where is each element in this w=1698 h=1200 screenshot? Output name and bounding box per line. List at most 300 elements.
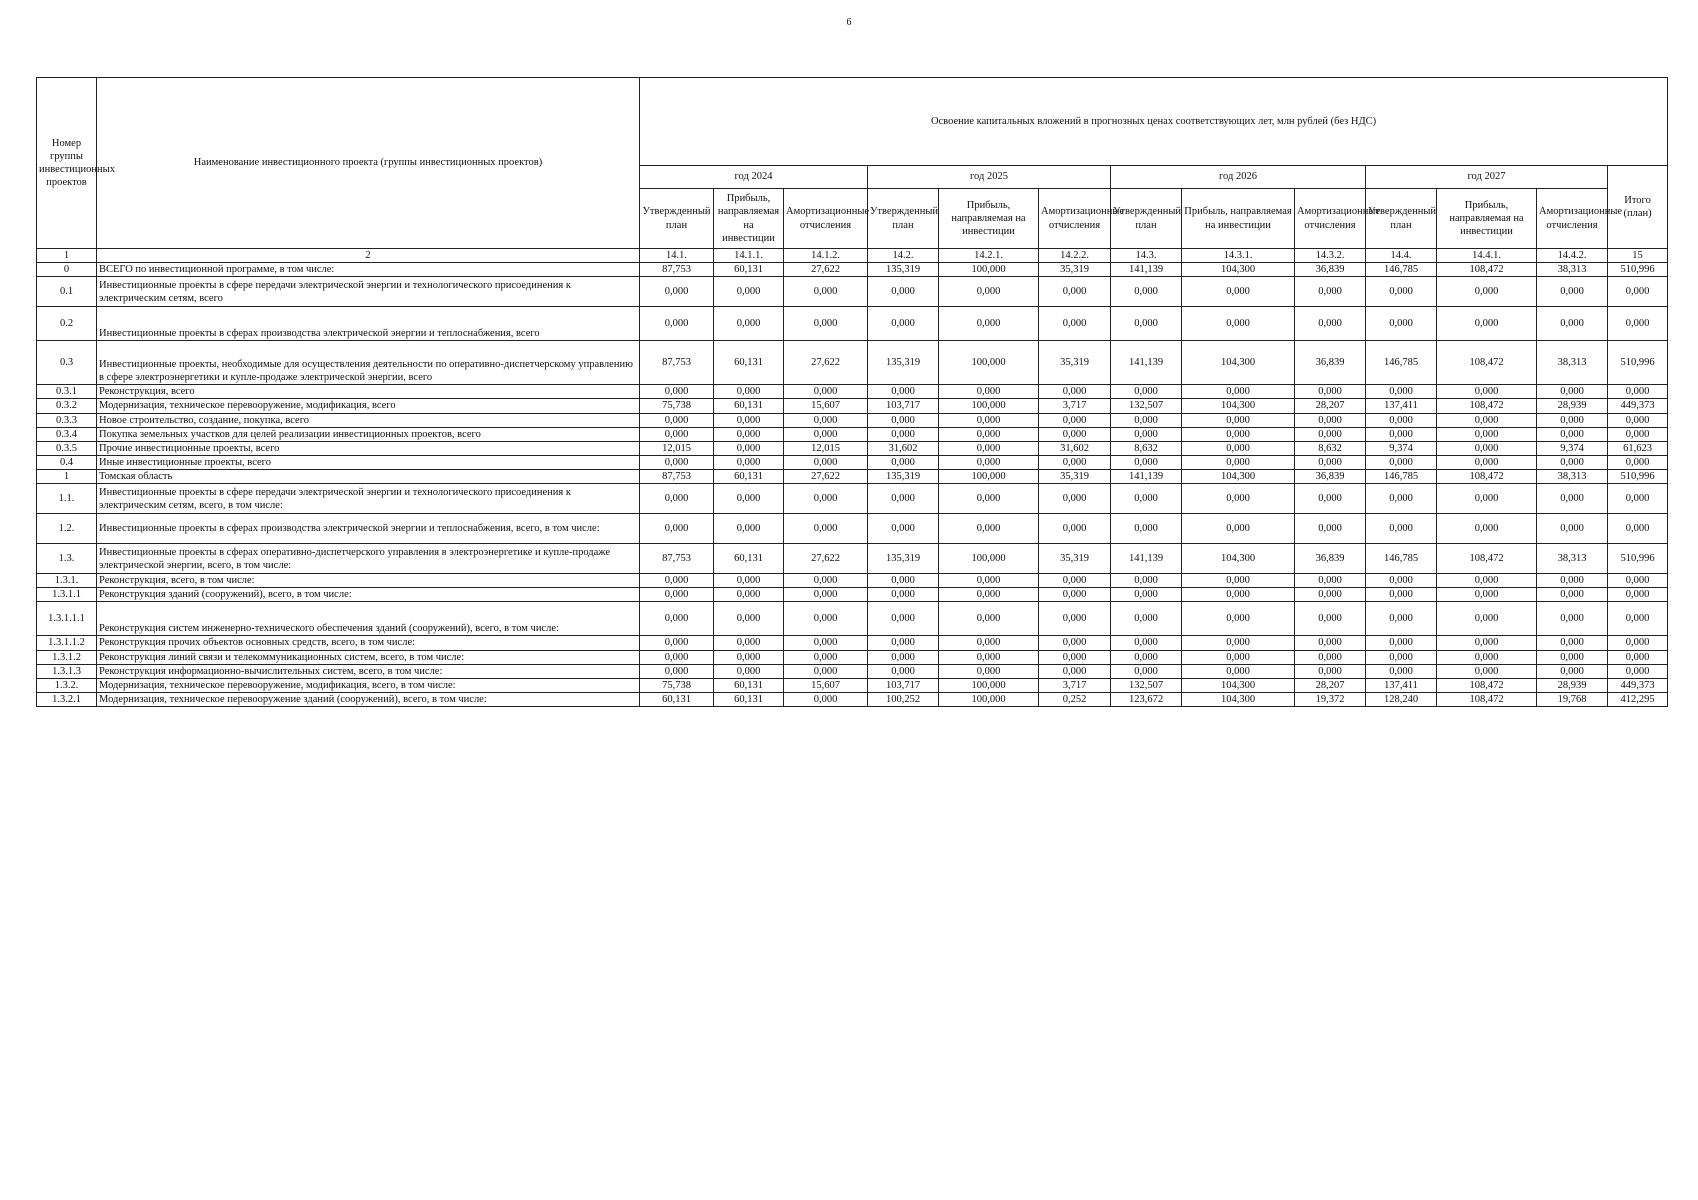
row-value: 8,632	[1295, 441, 1366, 455]
row-value: 135,319	[868, 544, 939, 574]
row-value: 0,000	[1039, 385, 1111, 399]
row-value: 28,207	[1295, 678, 1366, 692]
row-value: 0,000	[784, 664, 868, 678]
row-value: 28,939	[1537, 678, 1608, 692]
row-number: 0.3.3	[37, 413, 97, 427]
row-project-name: Модернизация, техническое перевооружение, модификация, всего, в том числе:	[97, 678, 640, 692]
header-approved-plan: Утвержденный план	[1366, 189, 1437, 249]
header-depreciation: Амортизационные отчисления	[1039, 189, 1111, 249]
row-value: 0,000	[714, 277, 784, 307]
column-index-cell: 14.3.1.	[1182, 249, 1295, 263]
row-project-name: Инвестиционные проекты в сферах оперативно-диспетчерского управления в электроэнергетике и купле-продаже электрической энергии, всего, в том числе:	[97, 544, 640, 574]
row-number: 1.3.2.1	[37, 692, 97, 706]
row-project-name: Иные инвестиционные проекты, всего	[97, 455, 640, 469]
row-value: 0,000	[714, 307, 784, 341]
row-value: 100,000	[939, 399, 1039, 413]
row-number: 1.3.1.1	[37, 588, 97, 602]
row-value: 0,000	[1182, 484, 1295, 514]
row-value: 0,000	[1111, 484, 1182, 514]
row-value: 0,000	[868, 427, 939, 441]
row-value: 0,000	[939, 385, 1039, 399]
row-value: 104,300	[1182, 678, 1295, 692]
row-value: 0,000	[1182, 602, 1295, 636]
row-number: 1.3.1.	[37, 574, 97, 588]
row-value: 60,131	[714, 544, 784, 574]
row-value: 38,313	[1537, 341, 1608, 385]
row-project-name: Томская область	[97, 470, 640, 484]
row-project-name: Инвестиционные проекты в сферах производства электрической энергии и теплоснабжения, всего, в том числе:	[97, 514, 640, 544]
row-value: 0,000	[868, 602, 939, 636]
header-project-name: Наименование инвестиционного проекта (группы инвестиционных проектов)	[97, 78, 640, 249]
row-project-name: Прочие инвестиционные проекты, всего	[97, 441, 640, 455]
row-value: 0,000	[1295, 602, 1366, 636]
row-value: 0,000	[868, 455, 939, 469]
column-index-cell: 14.1.	[640, 249, 714, 263]
row-total-value: 0,000	[1608, 413, 1668, 427]
row-value: 12,015	[784, 441, 868, 455]
row-value: 0,000	[1182, 650, 1295, 664]
row-value: 0,000	[1537, 307, 1608, 341]
header-year-2024: год 2024	[640, 166, 868, 189]
table-row	[37, 664, 1668, 678]
row-value: 0,000	[868, 650, 939, 664]
row-value: 0,000	[1039, 602, 1111, 636]
row-value: 60,131	[714, 263, 784, 277]
row-project-name: Реконструкция, всего	[97, 385, 640, 399]
table-row	[37, 514, 1668, 544]
row-value: 100,000	[939, 544, 1039, 574]
row-value: 0,000	[1182, 588, 1295, 602]
row-value: 0,000	[1039, 427, 1111, 441]
row-value: 104,300	[1182, 470, 1295, 484]
row-value: 0,000	[1537, 413, 1608, 427]
row-value: 0,000	[1039, 574, 1111, 588]
row-value: 146,785	[1366, 470, 1437, 484]
row-value: 27,622	[784, 263, 868, 277]
table-row	[37, 385, 1668, 399]
row-value: 0,000	[714, 484, 784, 514]
row-value: 0,000	[939, 441, 1039, 455]
row-value: 0,000	[640, 484, 714, 514]
header-profit-to-investment: Прибыль, направляемая на инвестиции	[939, 189, 1039, 249]
row-value: 87,753	[640, 263, 714, 277]
row-value: 0,000	[868, 664, 939, 678]
row-value: 0,000	[939, 514, 1039, 544]
row-project-name: Реконструкция линий связи и телекоммуникационных систем, всего, в том числе:	[97, 650, 640, 664]
header-depreciation: Амортизационные отчисления	[784, 189, 868, 249]
row-value: 0,000	[1182, 455, 1295, 469]
row-number: 0.3.4	[37, 427, 97, 441]
row-value: 108,472	[1437, 692, 1537, 706]
row-value: 0,000	[868, 385, 939, 399]
row-project-name: Реконструкция зданий (сооружений), всего, в том числе:	[97, 588, 640, 602]
row-value: 0,000	[714, 664, 784, 678]
header-total-plan: Итого (план)	[1608, 166, 1668, 249]
row-value: 141,139	[1111, 263, 1182, 277]
row-value: 0,000	[1295, 277, 1366, 307]
row-value: 60,131	[714, 341, 784, 385]
row-value: 0,000	[784, 692, 868, 706]
row-value: 0,000	[1537, 514, 1608, 544]
row-value: 31,602	[1039, 441, 1111, 455]
row-value: 0,000	[784, 413, 868, 427]
row-value: 103,717	[868, 399, 939, 413]
row-project-name: Реконструкция информационно-вычислительных систем, всего, в том числе:	[97, 664, 640, 678]
row-value: 0,000	[1295, 588, 1366, 602]
row-value: 0,000	[1437, 427, 1537, 441]
row-value: 0,000	[939, 664, 1039, 678]
header-year-2026: год 2026	[1111, 166, 1366, 189]
row-total-value: 0,000	[1608, 514, 1668, 544]
row-total-value: 510,996	[1608, 470, 1668, 484]
row-value: 0,000	[939, 427, 1039, 441]
row-number: 1.3.2.	[37, 678, 97, 692]
row-value: 0,000	[1537, 636, 1608, 650]
column-index-cell: 15	[1608, 249, 1668, 263]
row-value: 0,000	[1437, 441, 1537, 455]
row-value: 0,000	[1295, 385, 1366, 399]
row-value: 60,131	[714, 470, 784, 484]
row-value: 0,000	[1537, 484, 1608, 514]
row-value: 0,000	[1111, 427, 1182, 441]
row-value: 0,000	[714, 455, 784, 469]
row-total-value: 510,996	[1608, 341, 1668, 385]
row-value: 137,411	[1366, 678, 1437, 692]
row-value: 0,000	[784, 650, 868, 664]
row-value: 100,000	[939, 692, 1039, 706]
row-value: 35,319	[1039, 263, 1111, 277]
table-row	[37, 341, 1668, 385]
row-value: 0,000	[714, 650, 784, 664]
row-value: 0,000	[1295, 636, 1366, 650]
row-project-name: Новое строительство, создание, покупка, всего	[97, 413, 640, 427]
table-row	[37, 574, 1668, 588]
column-index-cell: 14.1.2.	[784, 249, 868, 263]
row-value: 0,000	[868, 574, 939, 588]
row-total-value: 510,996	[1608, 263, 1668, 277]
table-row	[37, 441, 1668, 455]
row-project-name: Модернизация, техническое перевооружение, модификация, всего	[97, 399, 640, 413]
row-value: 0,000	[1295, 650, 1366, 664]
row-value: 0,000	[640, 413, 714, 427]
row-value: 0,000	[784, 602, 868, 636]
table-row	[37, 602, 1668, 636]
row-value: 0,000	[1182, 441, 1295, 455]
row-value: 0,000	[1182, 427, 1295, 441]
row-value: 0,000	[784, 484, 868, 514]
row-project-name: Инвестиционные проекты, необходимые для осуществления деятельности по оперативно-диспетчерскому управлению в сфере электроэнергетики и купле-продаже электрической энергии, всего	[97, 341, 640, 385]
row-value: 0,000	[1537, 650, 1608, 664]
row-value: 0,000	[1437, 636, 1537, 650]
row-value: 146,785	[1366, 263, 1437, 277]
row-number: 0.1	[37, 277, 97, 307]
row-value: 0,000	[1295, 664, 1366, 678]
row-value: 27,622	[784, 341, 868, 385]
row-value: 0,000	[1437, 277, 1537, 307]
row-value: 0,000	[1366, 307, 1437, 341]
row-value: 100,000	[939, 263, 1039, 277]
row-total-value: 0,000	[1608, 650, 1668, 664]
header-approved-plan: Утвержденный план	[1111, 189, 1182, 249]
row-value: 87,753	[640, 470, 714, 484]
row-number: 0.3.5	[37, 441, 97, 455]
header-approved-plan: Утвержденный план	[640, 189, 714, 249]
row-value: 0,000	[1111, 574, 1182, 588]
header-profit-to-investment: Прибыль, направляемая на инвестиции	[1182, 189, 1295, 249]
row-value: 0,000	[1437, 413, 1537, 427]
row-value: 0,000	[714, 441, 784, 455]
row-value: 60,131	[640, 692, 714, 706]
row-value: 0,000	[1366, 588, 1437, 602]
row-value: 0,000	[1295, 574, 1366, 588]
header-profit-to-investment: Прибыль, направляемая на инвестиции	[714, 189, 784, 249]
row-value: 104,300	[1182, 544, 1295, 574]
row-total-value: 0,000	[1608, 277, 1668, 307]
table-body	[37, 263, 1668, 707]
table-row	[37, 588, 1668, 602]
row-value: 0,000	[1182, 385, 1295, 399]
row-value: 0,000	[1111, 277, 1182, 307]
row-value: 0,000	[1111, 413, 1182, 427]
row-value: 36,839	[1295, 341, 1366, 385]
row-value: 0,000	[939, 484, 1039, 514]
row-value: 0,000	[640, 602, 714, 636]
row-value: 0,000	[784, 588, 868, 602]
row-value: 0,000	[714, 588, 784, 602]
row-value: 0,000	[1182, 574, 1295, 588]
row-value: 104,300	[1182, 692, 1295, 706]
row-value: 0,000	[714, 413, 784, 427]
row-value: 75,738	[640, 678, 714, 692]
row-number: 0.3.1	[37, 385, 97, 399]
row-value: 0,000	[1437, 588, 1537, 602]
row-project-name: Покупка земельных участков для целей реализации инвестиционных проектов, всего	[97, 427, 640, 441]
row-value: 0,000	[939, 636, 1039, 650]
row-value: 108,472	[1437, 544, 1537, 574]
row-value: 35,319	[1039, 341, 1111, 385]
row-value: 0,000	[1111, 514, 1182, 544]
header-year-2025: год 2025	[868, 166, 1111, 189]
row-value: 100,000	[939, 678, 1039, 692]
row-value: 0,000	[1537, 385, 1608, 399]
row-total-value: 0,000	[1608, 385, 1668, 399]
page-number: 6	[846, 17, 852, 28]
row-value: 0,000	[714, 427, 784, 441]
row-value: 0,000	[1182, 636, 1295, 650]
row-number: 0	[37, 263, 97, 277]
row-value: 0,000	[1182, 664, 1295, 678]
row-value: 0,000	[1366, 277, 1437, 307]
row-value: 0,000	[868, 514, 939, 544]
row-value: 0,000	[1111, 602, 1182, 636]
row-number: 0.3	[37, 341, 97, 385]
row-value: 0,000	[1366, 636, 1437, 650]
row-value: 0,000	[784, 455, 868, 469]
column-index-cell: 14.2.	[868, 249, 939, 263]
row-value: 0,000	[784, 385, 868, 399]
row-value: 0,000	[640, 455, 714, 469]
row-value: 28,207	[1295, 399, 1366, 413]
column-index-cell: 14.3.2.	[1295, 249, 1366, 263]
row-value: 0,000	[868, 277, 939, 307]
row-total-value: 412,295	[1608, 692, 1668, 706]
row-value: 36,839	[1295, 470, 1366, 484]
row-value: 0,252	[1039, 692, 1111, 706]
row-number: 1.2.	[37, 514, 97, 544]
column-index-cell: 14.1.1.	[714, 249, 784, 263]
table-row	[37, 650, 1668, 664]
row-value: 0,000	[1039, 664, 1111, 678]
row-total-value: 0,000	[1608, 602, 1668, 636]
column-index-cell: 2	[97, 249, 640, 263]
row-value: 0,000	[939, 307, 1039, 341]
row-value: 100,000	[939, 341, 1039, 385]
row-value: 128,240	[1366, 692, 1437, 706]
table-row	[37, 427, 1668, 441]
row-value: 0,000	[714, 385, 784, 399]
row-value: 35,319	[1039, 544, 1111, 574]
row-value: 146,785	[1366, 341, 1437, 385]
row-number: 1.3.1.3	[37, 664, 97, 678]
row-value: 135,319	[868, 470, 939, 484]
row-number: 1.3.1.1.2	[37, 636, 97, 650]
row-value: 19,768	[1537, 692, 1608, 706]
row-value: 0,000	[784, 277, 868, 307]
table-row	[37, 307, 1668, 341]
row-value: 15,607	[784, 678, 868, 692]
row-value: 0,000	[1437, 385, 1537, 399]
table-header	[37, 78, 1668, 263]
row-value: 0,000	[1182, 514, 1295, 544]
row-value: 0,000	[1366, 455, 1437, 469]
row-value: 0,000	[640, 277, 714, 307]
row-value: 0,000	[1295, 455, 1366, 469]
row-value: 0,000	[640, 664, 714, 678]
row-value: 135,319	[868, 263, 939, 277]
row-value: 60,131	[714, 678, 784, 692]
row-value: 87,753	[640, 341, 714, 385]
row-value: 60,131	[714, 399, 784, 413]
header-group-number: Номер группы инвестиционных проектов	[37, 78, 97, 249]
column-index-cell: 14.2.2.	[1039, 249, 1111, 263]
row-value: 0,000	[714, 574, 784, 588]
row-value: 0,000	[1366, 427, 1437, 441]
row-value: 0,000	[1437, 664, 1537, 678]
row-value: 141,139	[1111, 544, 1182, 574]
row-value: 141,139	[1111, 341, 1182, 385]
row-value: 0,000	[640, 636, 714, 650]
table-row	[37, 484, 1668, 514]
row-project-name: Инвестиционные проекты в сфере передачи электрической энергии и технологического присоединения к электрическим сетям, всего	[97, 277, 640, 307]
row-value: 36,839	[1295, 263, 1366, 277]
table-row	[37, 636, 1668, 650]
row-number: 1.1.	[37, 484, 97, 514]
row-value: 0,000	[868, 484, 939, 514]
column-index-cell: 14.3.	[1111, 249, 1182, 263]
row-value: 0,000	[868, 588, 939, 602]
row-value: 0,000	[1366, 602, 1437, 636]
row-number: 1.3.	[37, 544, 97, 574]
row-value: 108,472	[1437, 470, 1537, 484]
investment-table	[36, 77, 1668, 707]
row-value: 0,000	[640, 307, 714, 341]
header-depreciation: Амортизационные отчисления	[1537, 189, 1608, 249]
row-value: 135,319	[868, 341, 939, 385]
row-value: 0,000	[784, 307, 868, 341]
row-project-name: Модернизация, техническое перевооружение зданий (сооружений), всего, в том числе:	[97, 692, 640, 706]
row-total-value: 61,623	[1608, 441, 1668, 455]
row-value: 108,472	[1437, 678, 1537, 692]
row-value: 0,000	[1111, 385, 1182, 399]
row-value: 104,300	[1182, 341, 1295, 385]
row-value: 0,000	[1295, 427, 1366, 441]
row-value: 3,717	[1039, 678, 1111, 692]
row-value: 108,472	[1437, 263, 1537, 277]
row-value: 0,000	[1111, 588, 1182, 602]
row-value: 0,000	[1437, 514, 1537, 544]
row-value: 146,785	[1366, 544, 1437, 574]
row-value: 0,000	[640, 588, 714, 602]
row-value: 0,000	[1111, 455, 1182, 469]
table-row	[37, 692, 1668, 706]
row-value: 0,000	[1437, 650, 1537, 664]
row-value: 0,000	[1366, 484, 1437, 514]
row-total-value: 0,000	[1608, 455, 1668, 469]
row-total-value: 0,000	[1608, 588, 1668, 602]
row-value: 0,000	[1537, 277, 1608, 307]
row-value: 9,374	[1366, 441, 1437, 455]
row-value: 0,000	[714, 514, 784, 544]
header-depreciation: Амортизационные отчисления	[1295, 189, 1366, 249]
header-approved-plan: Утвержденный план	[868, 189, 939, 249]
row-project-name: Инвестиционные проекты в сфере передачи электрической энергии и технологического присоединения к электрическим сетям, всего, в том числе:	[97, 484, 640, 514]
row-total-value: 0,000	[1608, 427, 1668, 441]
row-value: 0,000	[1111, 307, 1182, 341]
table-row	[37, 470, 1668, 484]
row-value: 15,607	[784, 399, 868, 413]
table-row	[37, 413, 1668, 427]
row-value: 36,839	[1295, 544, 1366, 574]
row-value: 9,374	[1537, 441, 1608, 455]
row-value: 31,602	[868, 441, 939, 455]
row-value: 0,000	[1039, 307, 1111, 341]
row-value: 0,000	[784, 574, 868, 588]
column-index-cell: 14.2.1.	[939, 249, 1039, 263]
row-value: 0,000	[939, 588, 1039, 602]
row-value: 0,000	[1537, 574, 1608, 588]
table-row	[37, 399, 1668, 413]
row-value: 100,000	[939, 470, 1039, 484]
row-value: 0,000	[1537, 455, 1608, 469]
row-value: 38,313	[1537, 470, 1608, 484]
row-value: 0,000	[868, 636, 939, 650]
row-total-value: 0,000	[1608, 484, 1668, 514]
row-project-name: ВСЕГО по инвестиционной программе, в том числе:	[97, 263, 640, 277]
row-number: 0.3.2	[37, 399, 97, 413]
row-project-name: Реконструкция прочих объектов основных средств, всего, в том числе:	[97, 636, 640, 650]
row-value: 8,632	[1111, 441, 1182, 455]
row-value: 0,000	[939, 277, 1039, 307]
row-value: 0,000	[1039, 277, 1111, 307]
row-value: 0,000	[1039, 455, 1111, 469]
row-value: 87,753	[640, 544, 714, 574]
row-value: 103,717	[868, 678, 939, 692]
row-value: 0,000	[1039, 514, 1111, 544]
row-value: 0,000	[1437, 455, 1537, 469]
row-total-value: 0,000	[1608, 664, 1668, 678]
row-value: 141,139	[1111, 470, 1182, 484]
row-value: 0,000	[784, 636, 868, 650]
